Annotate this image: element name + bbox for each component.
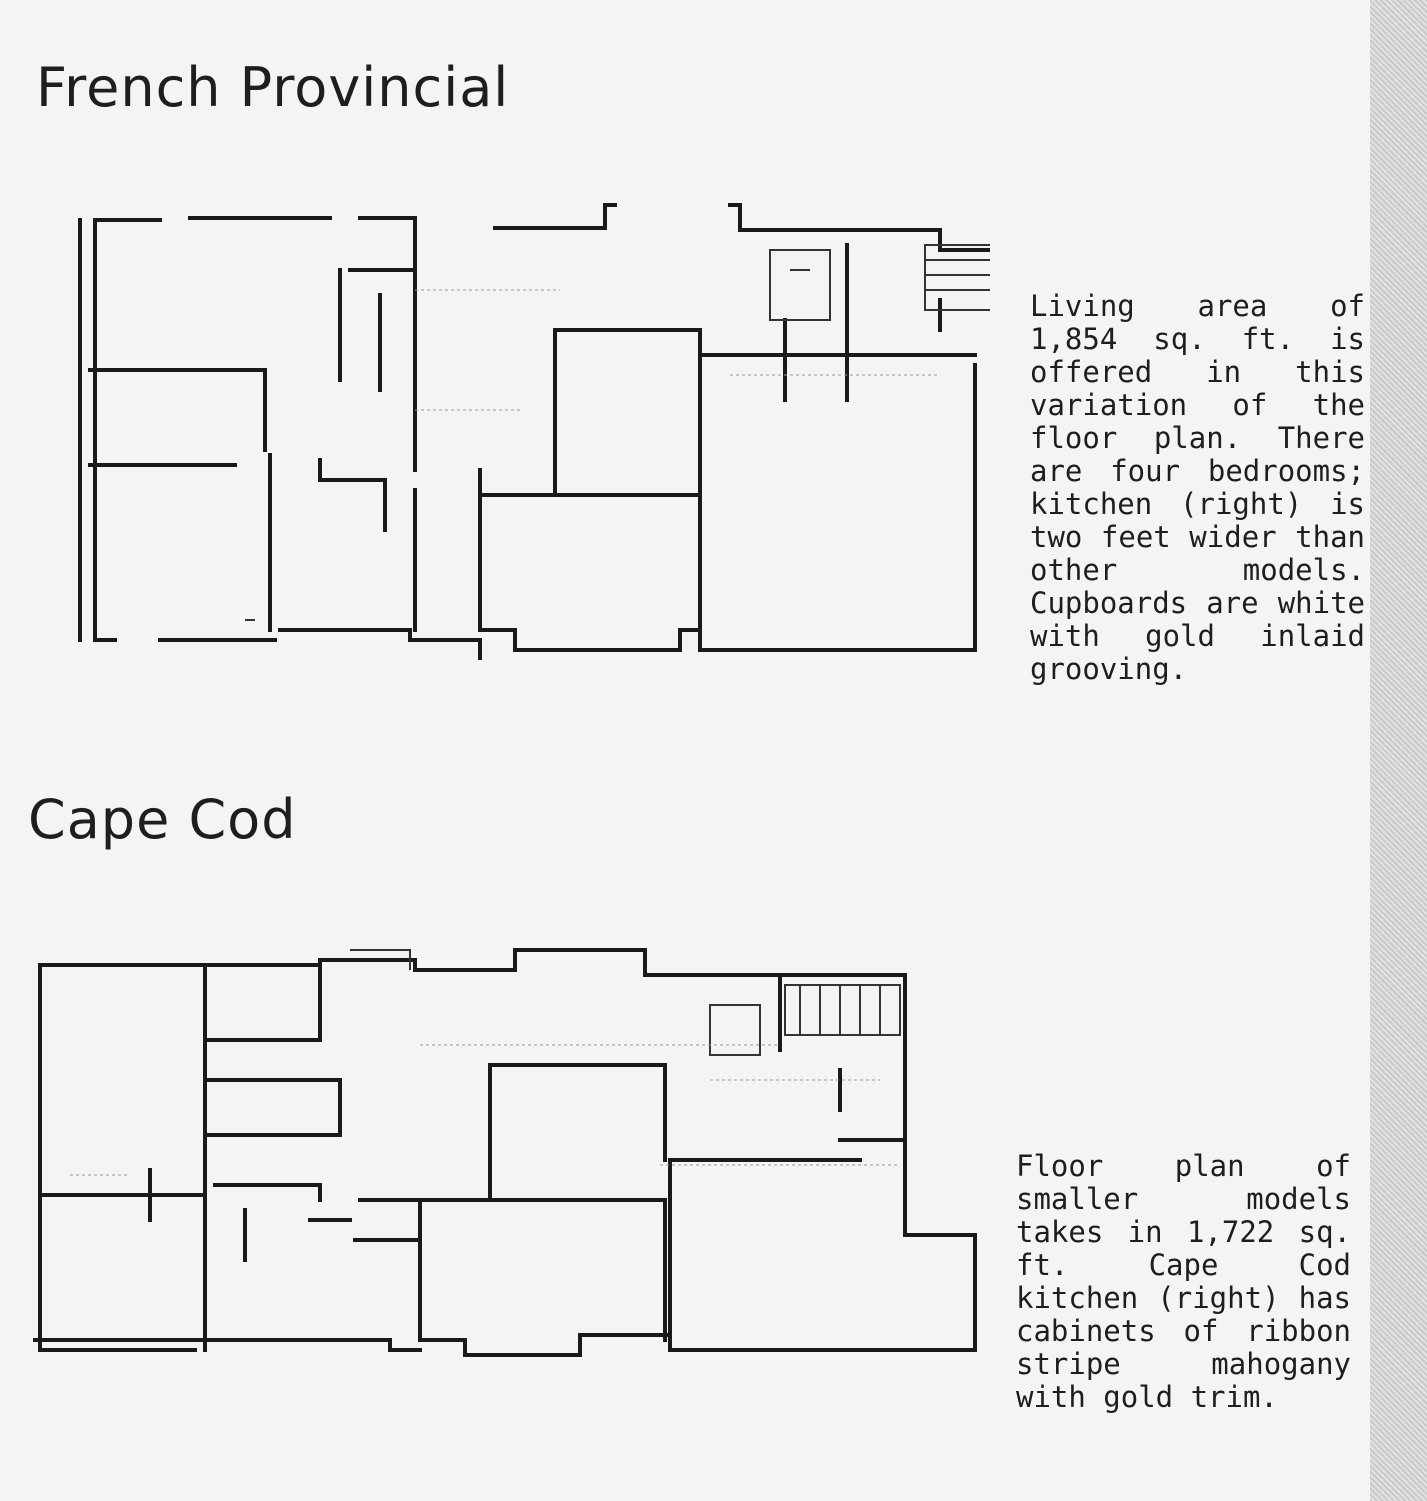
fp-stair-and-details bbox=[245, 245, 990, 620]
cc-outer-walls bbox=[35, 950, 975, 1355]
fp-interior-walls bbox=[90, 245, 975, 630]
cc-interior-walls bbox=[40, 965, 905, 1350]
cape-cod-title: Cape Cod bbox=[28, 788, 297, 851]
page-edge-shadow bbox=[1370, 0, 1427, 1501]
french-provincial-title: French Provincial bbox=[36, 56, 510, 119]
cape-cod-caption: Floor plan of smaller models takes in 1,722 sq. ft. Cape Cod kitchen (right) has cabinets of ribbon stripe mahogany with gold trim. bbox=[1016, 1149, 1351, 1414]
french-provincial-floor-plan bbox=[40, 170, 990, 660]
french-provincial-caption: Living area of 1,854 sq. ft. is offered in this variation of the floor plan. There are four bedrooms; kitchen (right) is two feet wider than other models. Cupboards are white with gold inlaid grooving. bbox=[1030, 289, 1365, 686]
cape-cod-floor-plan bbox=[20, 930, 1000, 1450]
cc-stair-and-details bbox=[70, 950, 900, 1175]
fp-outer-walls bbox=[80, 205, 990, 660]
